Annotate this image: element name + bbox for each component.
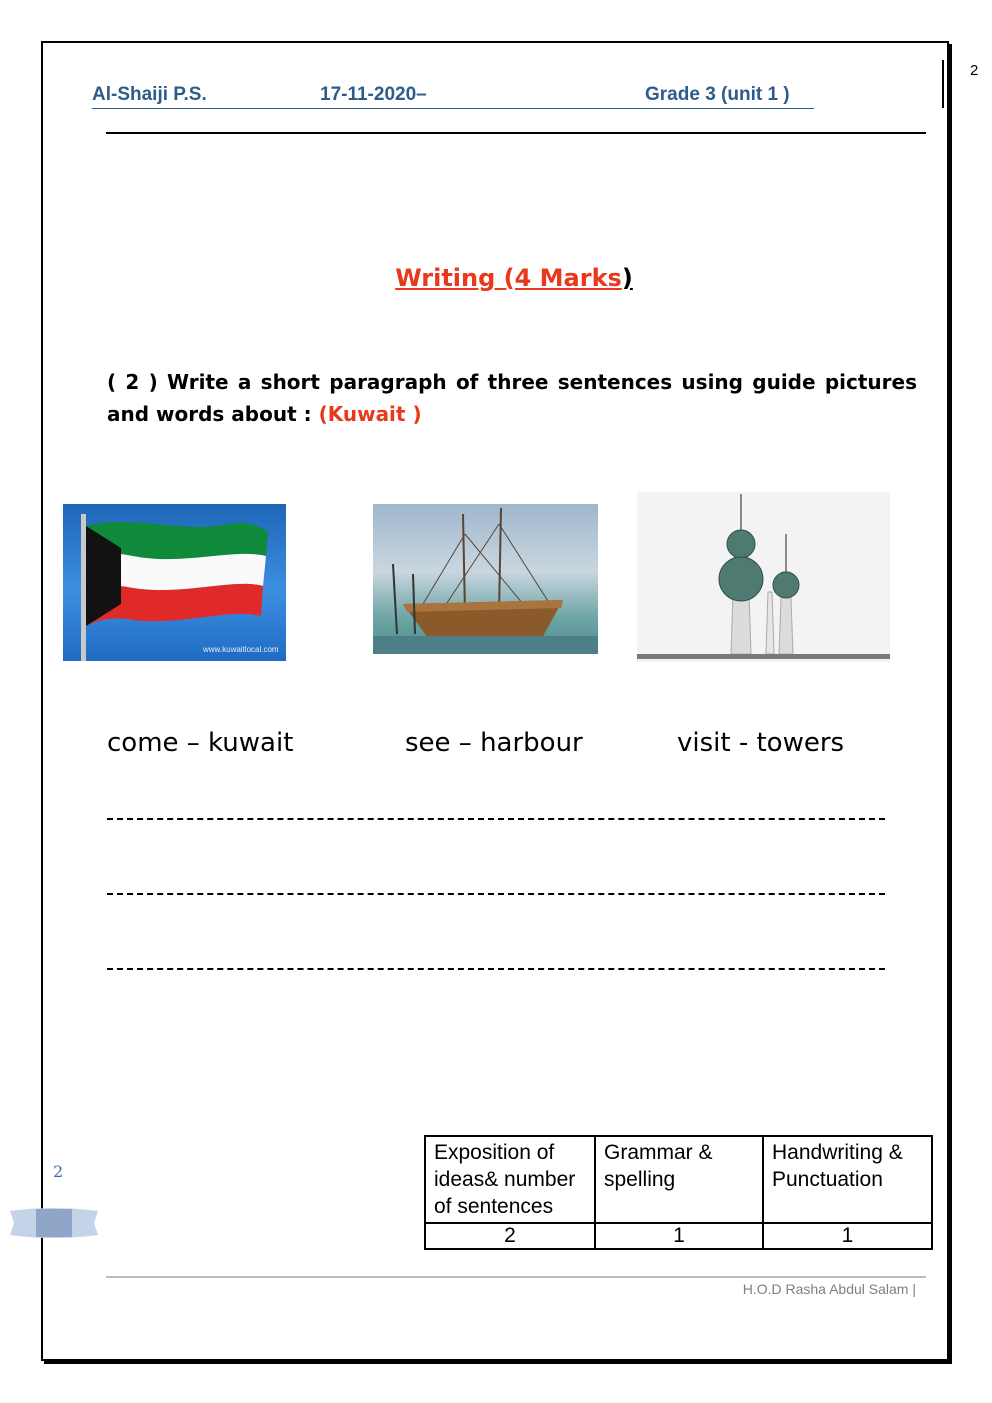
- section-title: [0, 264, 992, 292]
- kuwait-towers-icon: [637, 492, 890, 662]
- header-rule: [106, 132, 926, 134]
- footer-text: H.O.D Rasha Abdul Salam |: [742, 1281, 916, 1297]
- dhow-picture: [373, 504, 598, 654]
- rubric-header-row: [425, 1136, 932, 1223]
- answer-line-1[interactable]: [107, 818, 885, 820]
- footer-rule: [106, 1276, 926, 1278]
- kuwait-flag-picture: [63, 504, 286, 661]
- rubric-score-row: [425, 1223, 932, 1249]
- guide-word-2: see – harbour: [405, 728, 583, 758]
- answer-line-3[interactable]: [107, 968, 885, 970]
- header-underline: [92, 108, 814, 109]
- school-name: Al-Shaiji P.S.: [92, 84, 207, 105]
- rubric-header: Grammar & spelling: [595, 1136, 763, 1223]
- rubric-header: Handwriting & Punctuation: [763, 1136, 932, 1223]
- answer-line-2[interactable]: [107, 893, 885, 895]
- instruction-topic: (Kuwait ): [318, 402, 422, 426]
- kuwait-flag-icon: [63, 504, 286, 661]
- exam-date: 17-11-2020–: [320, 84, 427, 105]
- rubric-header: Exposition of ideas& number of sentences: [425, 1136, 595, 1223]
- page-ribbon-icon: [10, 1205, 98, 1241]
- guide-word-1: come – kuwait: [107, 728, 294, 758]
- grade-unit: Grade 3 (unit 1 ): [645, 84, 790, 105]
- dhow-icon: [373, 504, 598, 654]
- rubric-score: 1: [763, 1223, 932, 1249]
- corner-mark: [942, 60, 944, 108]
- flag-caption: www.kuwaitlocal.com: [203, 645, 279, 654]
- instruction: [107, 366, 917, 430]
- guide-word-3: visit - towers: [677, 728, 845, 758]
- side-page-number: 2: [53, 1162, 64, 1181]
- marking-rubric: [424, 1135, 933, 1250]
- corner-page-number: 2: [970, 62, 979, 79]
- instruction-text: ( 2 ) Write a short paragraph of three sentences using guide pictures and words about :: [107, 370, 917, 426]
- section-title-paren: ): [621, 264, 633, 292]
- kuwait-towers-picture: [637, 492, 890, 662]
- section-title-text: Writing (4 Marks: [395, 264, 622, 292]
- rubric-score: 2: [425, 1223, 595, 1249]
- rubric-score: 1: [595, 1223, 763, 1249]
